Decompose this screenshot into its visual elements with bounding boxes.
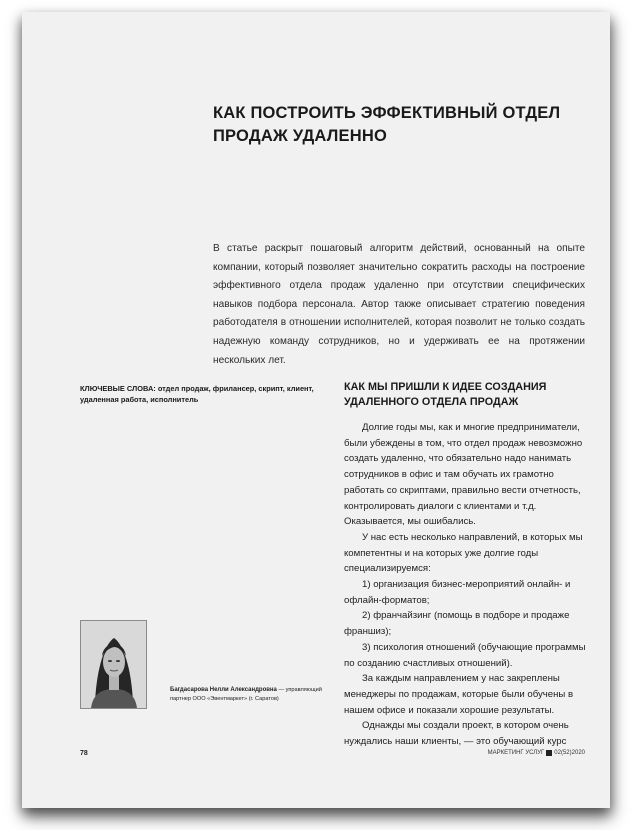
- author-photo: [80, 620, 147, 709]
- journal-footer: [488, 750, 585, 756]
- journal-issue: 02(52)2020: [554, 750, 585, 756]
- article-body: [344, 420, 596, 750]
- author-role: — управляющий партнер ООО «Эвентмаркет» (г. Саратов): [170, 687, 322, 702]
- square-icon: [546, 750, 552, 756]
- page-number: 78: [80, 750, 88, 757]
- magazine-page: [22, 12, 610, 808]
- list-item: 3) психология отношений (обучающие программы по созданию счастливых отношений).: [344, 641, 586, 669]
- body-paragraph: За каждым направлением у нас закреплены менеджеры по продажам, которые были обучены в нашем офисе и показали хорошие результаты.: [344, 673, 574, 716]
- author-name: Багдасарова Нелли Александровна: [170, 687, 277, 693]
- list-item: 1) организация бизнес-мероприятий онлайн- и офлайн-форматов;: [344, 579, 571, 606]
- keywords: [80, 383, 325, 405]
- keywords-text: отдел продаж, фрилансер, скрипт, клиент, удаленная работа, исполнитель: [80, 384, 314, 404]
- body-paragraph: Однажды мы создали проект, в котором очень нуждались наши клиенты, — это обучающий курс: [344, 720, 569, 748]
- body-paragraph: У нас есть несколько направлений, в которых мы компетентны и на которых уже долгие годы специализируемся:: [344, 531, 583, 575]
- journal-name: МАРКЕТИНГ УСЛУГ: [487, 750, 545, 756]
- body-paragraph: Долгие годы мы, как и многие предприниматели, были убеждены в том, что отдел продаж невозможно создать удаленно, что обязательно надо нанимать сотрудников в офис и там обучать их грамотно работать со скриптами, правильно вести отчетность, контролировать диалоги с клиентами и т.д. Оказывается, мы ошибались.: [344, 422, 583, 528]
- author-caption: [170, 686, 340, 704]
- keywords-label: КЛЮЧЕВЫЕ СЛОВА:: [80, 384, 156, 393]
- section-heading: КАК МЫ ПРИШЛИ К ИДЕЕ СОЗДАНИЯ УДАЛЕННОГО ОТДЕЛА ПРОДАЖ: [344, 381, 547, 408]
- article-abstract: В статье раскрыт пошаговый алгоритм действий, основанный на опыте компании, который позволяет значительно сократить расходы на построение эффективного отдела продаж удаленно при отсутствии специфических навыков подбора персонала. Автор также описывает стратегию поведения работодателя в отношении исполнителей, которая позволит не только создать надежную команду сотрудников, но и удерживать ее на протяжении нескольких лет.: [213, 243, 585, 366]
- article-title: КАК ПОСТРОИТЬ ЭФФЕКТИВНЫЙ ОТДЕЛ ПРОДАЖ УДАЛЕННО: [213, 104, 561, 145]
- list-item: 2) франчайзинг (помощь в подборе и продаже франшиз);: [344, 610, 570, 638]
